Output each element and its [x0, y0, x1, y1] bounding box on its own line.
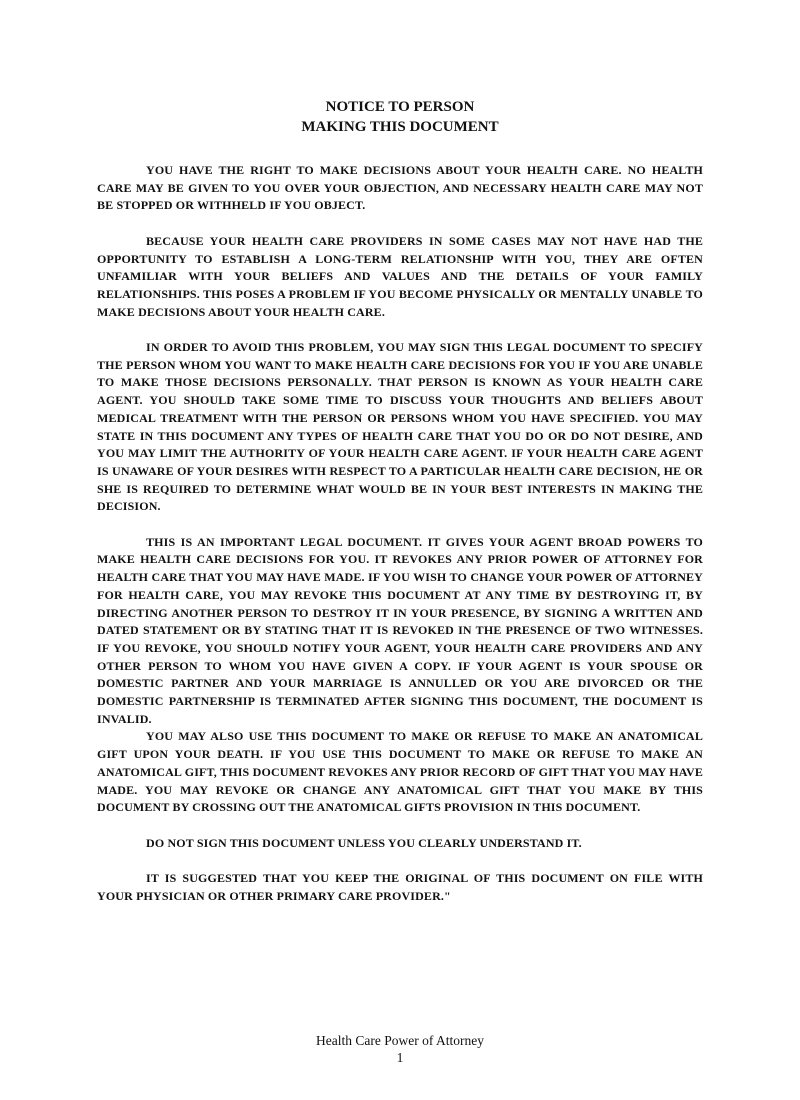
footer-document-name: Health Care Power of Attorney — [316, 1033, 484, 1048]
notice-body — [97, 162, 703, 923]
paragraph-keep-original: IT IS SUGGESTED THAT YOU KEEP THE ORIGINAL OF THIS DOCUMENT ON FILE WITH YOUR PHYSICIAN OR OTHER PRIMARY CARE PROVIDER." — [97, 871, 703, 903]
page-title — [0, 97, 800, 137]
paragraph-right-to-decide: YOU HAVE THE RIGHT TO MAKE DECISIONS ABOUT YOUR HEALTH CARE. NO HEALTH CARE MAY BE GIVEN TO YOU OVER YOUR OBJECTION, AND NECESSARY HEALTH CARE MAY NOT BE STOPPED OR WITHHELD IF YOU OBJECT. — [97, 163, 703, 213]
paragraph-anatomical-gift: YOU MAY ALSO USE THIS DOCUMENT TO MAKE OR REFUSE TO MAKE AN ANATOMICAL GIFT UPON YOUR DEATH. IF YOU USE THIS DOCUMENT TO MAKE OR REFUSE TO MAKE AN ANATOMICAL GIFT, THIS DOCUMENT REVOKES ANY PRIOR RECORD OF GIFT THAT YOU MAY HAVE MADE. YOU MAY REVOKE OR CHANGE ANY ANATOMICAL GIFT THAT YOU MAKE BY THIS DOCUMENT BY CROSSING OUT THE ANATOMICAL GIFTS PROVISION IN THIS DOCUMENT. — [97, 729, 703, 815]
paragraph-providers-unfamiliar: BECAUSE YOUR HEALTH CARE PROVIDERS IN SOME CASES MAY NOT HAVE HAD THE OPPORTUNITY TO ESTABLISH A LONG-TERM RELATIONSHIP WITH YOU, THEY ARE OFTEN UNFAMILIAR WITH YOUR BELIEFS AND VALUES AND THE DETAILS OF YOUR FAMILY RELATIONSHIPS. THIS POSES A PROBLEM IF YOU BECOME PHYSICALLY OR MENTALLY UNABLE TO MAKE DECISIONS ABOUT YOUR HEALTH CARE. — [97, 233, 703, 319]
page-footer — [0, 1032, 800, 1066]
title-line-1: NOTICE TO PERSON — [325, 99, 475, 115]
title-line-2: MAKING THIS DOCUMENT — [301, 119, 499, 135]
paragraph-avoid-problem: IN ORDER TO AVOID THIS PROBLEM, YOU MAY SIGN THIS LEGAL DOCUMENT TO SPECIFY THE PERSON WHOM YOU WANT TO MAKE HEALTH CARE DECISIONS FOR YOU IF YOU ARE UNABLE TO MAKE THOSE DECISIONS PERSONALLY. THAT PERSON IS KNOWN AS YOUR HEALTH CARE AGENT. YOU SHOULD TAKE SOME TIME TO DISCUSS YOUR THOUGHTS AND BELIEFS ABOUT MEDICAL TREATMENT WITH THE PERSON OR PERSONS WHOM YOU HAVE SPECIFIED. YOU MAY STATE IN THIS DOCUMENT ANY TYPES OF HEALTH CARE THAT YOU DO OR DO NOT DESIRE, AND YOU MAY LIMIT THE AUTHORITY OF YOUR HEALTH CARE AGENT. IF YOUR HEALTH CARE AGENT IS UNAWARE OF YOUR DESIRES WITH RESPECT TO A PARTICULAR HEALTH CARE DECISION, HE OR SHE IS REQUIRED TO DETERMINE WHAT WOULD BE IN YOUR BEST INTERESTS IN MAKING THE DECISION. — [97, 340, 703, 514]
paragraph-important-legal-document: THIS IS AN IMPORTANT LEGAL DOCUMENT. IT GIVES YOUR AGENT BROAD POWERS TO MAKE HEALTH CARE DECISIONS FOR YOU. IT REVOKES ANY PRIOR POWER OF ATTORNEY FOR HEALTH CARE THAT YOU MAY HAVE MADE. IF YOU WISH TO CHANGE YOUR POWER OF ATTORNEY FOR HEALTH CARE, YOU MAY REVOKE THIS DOCUMENT AT ANY TIME BY DESTROYING IT, BY DIRECTING ANOTHER PERSON TO DESTROY IT IN YOUR PRESENCE, BY SIGNING A WRITTEN AND DATED STATEMENT OR BY STATING THAT IT IS REVOKED IN THE PRESENCE OF TWO WITNESSES. IF YOU REVOKE, YOU SHOULD NOTIFY YOUR AGENT, YOUR HEALTH CARE PROVIDERS AND ANY OTHER PERSON TO WHOM YOU HAVE GIVEN A COPY. IF YOUR AGENT IS YOUR SPOUSE OR DOMESTIC PARTNER AND YOUR MARRIAGE IS ANNULLED OR YOU ARE DIVORCED OR THE DOMESTIC PARTNERSHIP IS TERMINATED AFTER SIGNING THIS DOCUMENT, THE DOCUMENT IS INVALID. — [97, 534, 703, 726]
paragraph-do-not-sign: DO NOT SIGN THIS DOCUMENT UNLESS YOU CLEARLY UNDERSTAND IT. — [146, 835, 582, 850]
footer-page-number: 1 — [396, 1050, 404, 1065]
